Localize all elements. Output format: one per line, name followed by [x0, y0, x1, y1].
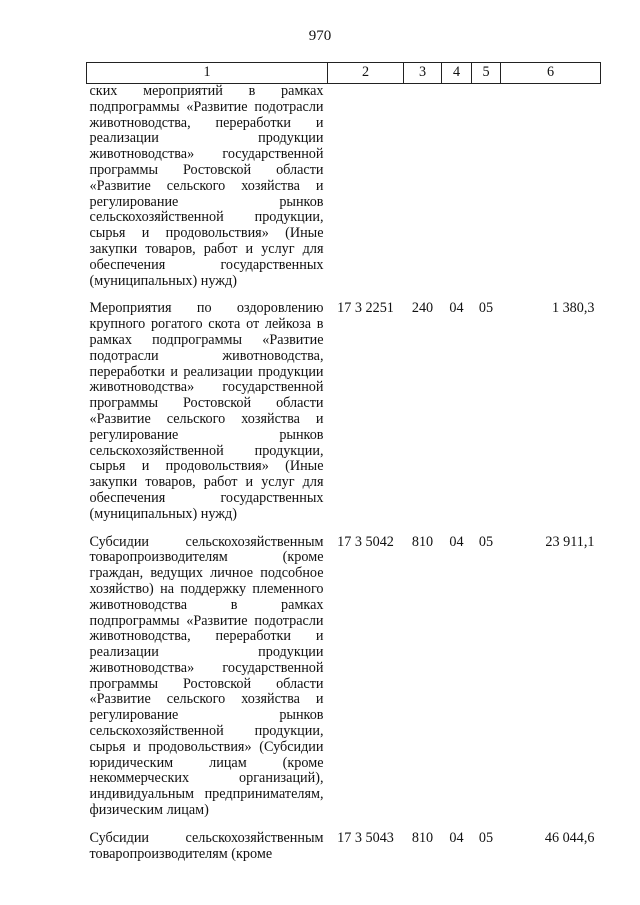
page-number: 970 [308, 28, 332, 44]
row-amount: 23 911,1 [545, 533, 595, 550]
row-target-code [328, 84, 404, 290]
header-col-3: 3 [404, 63, 442, 84]
row-description: ских мероприятий в рамках подпрограммы «Развитие подотрасли животноводства, переработки и реализации продукции животноводства» государственной программы Ростовской области «Развитие сельского хозяйства и регулирование рынков сельскохозяйственной продукции, сырья и продовольствия» (Иные закупки товаров, работ и услуг для обеспечения государственных (муниципальных) нужд) [89, 83, 324, 289]
row-expense-kind: 810 [411, 829, 434, 846]
row-target-code: 17 3 5043 [337, 829, 394, 846]
row-description: Субсидии сельскохозяйственным товаропроизводителям (кроме граждан, ведущих личное подсобное хозяйство) на поддержку племенного животноводства в рамках подпрограммы «Развитие подотрасли животноводства, переработки и реализации продукции животноводства» государственной программы Ростовской области «Развитие сельского хозяйства и регулирование рынков сельскохозяйственной продукции, сырья и продовольствия» (Субсидии юридическим лицам (кроме некоммерческих организаций), индивидуальным предпринимателям, физическим лицам) [89, 533, 324, 819]
row-expense-kind: 810 [411, 533, 434, 550]
row-description: Мероприятия по оздоровлению крупного рогатого скота от лейкоза в рамках подпрограммы «Развитие подотрасли животноводства, переработки и реализации продукции животноводства» государственной программы Ростовской области «Развитие сельского хозяйства и регулирование рынков сельскохозяйственной продукции, сырья и продовольствия» (Иные закупки товаров, работ и услуг для обеспечения государственных (муниципальных) нужд) [89, 300, 324, 522]
row-subsection [472, 84, 501, 290]
row-description: Субсидии сельскохозяйственным товаропроизводителям (кроме [89, 829, 324, 862]
table-row [87, 831, 601, 863]
header-col-6: 6 [501, 63, 601, 84]
header-col-5: 5 [472, 63, 501, 84]
header-col-2: 2 [328, 63, 404, 84]
row-expense-kind: 240 [411, 300, 434, 317]
row-amount: 46 044,6 [544, 829, 595, 846]
row-section: 04 [449, 829, 464, 846]
row-target-code: 17 3 5042 [337, 533, 394, 550]
row-subsection: 05 [478, 829, 494, 846]
table-header-row [87, 63, 601, 84]
row-subsection: 05 [478, 300, 494, 317]
row-subsection: 05 [478, 533, 494, 550]
row-section: 04 [449, 300, 464, 317]
row-amount: 1 380,3 [551, 300, 595, 317]
table-row [87, 301, 601, 522]
row-expense-kind [404, 84, 442, 290]
row-amount [501, 84, 601, 290]
row-section: 04 [449, 533, 464, 550]
header-col-1: 1 [87, 63, 328, 84]
table-row [87, 84, 601, 290]
table-row [87, 535, 601, 819]
row-target-code: 17 3 2251 [337, 300, 394, 317]
budget-table [86, 62, 601, 862]
row-section [442, 84, 472, 290]
header-col-4: 4 [442, 63, 472, 84]
